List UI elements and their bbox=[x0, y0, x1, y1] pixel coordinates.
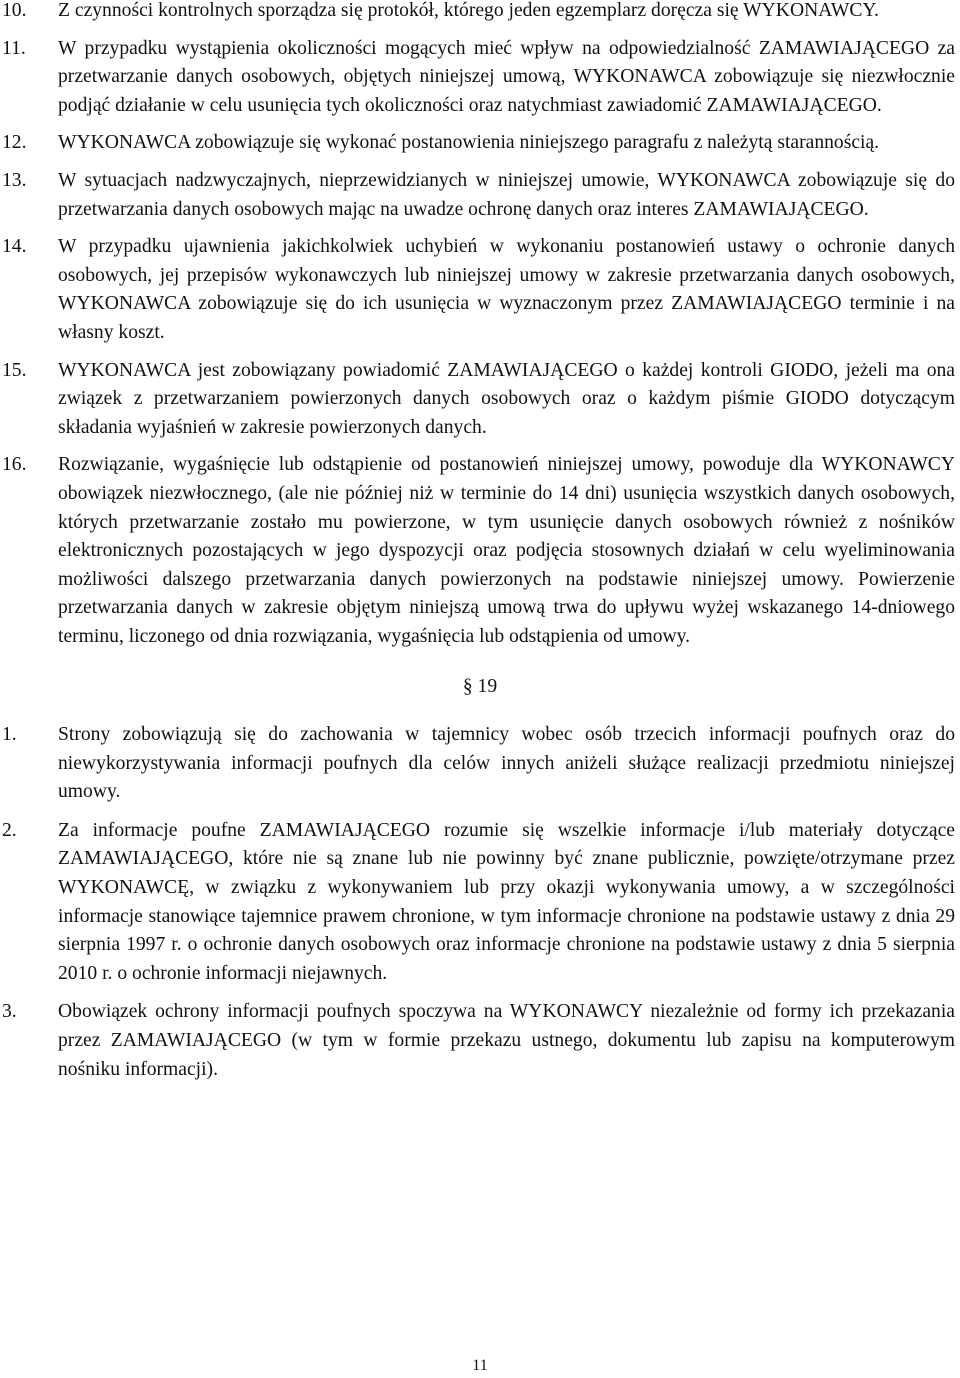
clause-text: W przypadku wystąpienia okoliczności mogących mieć wpływ na odpowiedzialność ZAMAWIAJĄCEGO za przetwarzanie danych osobowych, objętych niniejszej umową, WYKONAWCA zobowiązuje się niezwłocznie podjąć działanie w celu usunięcia tych okoliczności oraz natychmiast zawiadomić ZAMAWIAJĄCEGO. bbox=[58, 37, 955, 116]
clause-text: Z czynności kontrolnych sporządza się protokół, którego jeden egzemplarz doręcza się WYKONAWCY. bbox=[58, 0, 879, 21]
clause-text: W przypadku ujawnienia jakichkolwiek uchybień w wykonaniu postanowień ustawy o ochronie danych osobowych, jej przepisów wykonawczych lub niniejszej umowy w zakresie przetwarzania danych osobowych, WYKONAWCA zobowiązuje się do ich usunięcia w wyznaczonym przez ZAMAWIAJĄCEGO terminie i na własny koszt. bbox=[58, 236, 955, 343]
section-heading: § 19 bbox=[462, 676, 498, 698]
clause-number: 10. bbox=[2, 0, 27, 21]
clause-number: 11. bbox=[2, 37, 26, 59]
clause-text: Strony zobowiązują się do zachowania w tajemnicy wobec osób trzecich informacji poufnych oraz do niewykorzystywania informacji poufnych dla celów innych aniżeli służące realizacji przedmiotu niniejszej umowy. bbox=[58, 724, 955, 803]
clause-3 bbox=[0, 998, 955, 1084]
clause-number: 3. bbox=[2, 1001, 17, 1023]
clause-number: 16. bbox=[2, 454, 27, 476]
clause-text: Za informacje poufne ZAMAWIAJĄCEGO rozumie się wszelkie informacje i/lub materiały dotyczące ZAMAWIAJĄCEGO, które nie są znane lub nie powinny być znane publicznie, powzięte/otrzymane przez WYKONAWCĘ, w związku z wykonywaniem lub przy okazji wykonywania umowy, a w szczególności informacje stanowiące tajemnice prawem chronione, w tym informacje chronione na podstawie ustawy z dnia 29 sierpnia 1997 r. o ochronie danych osobowych oraz informacje chronione na podstawie ustawy z dnia 5 sierpnia 2010 r. o ochronie informacji niejawnych. bbox=[58, 819, 955, 984]
clause-text: WYKONAWCA jest zobowiązany powiadomić ZAMAWIAJĄCEGO o każdej kontroli GIODO, jeżeli ma ona związek z przetwarzaniem powierzonych danych osobowych oraz o każdym piśmie GIODO dotyczącym składania wyjaśnień w zakresie powierzonych danych. bbox=[58, 359, 955, 438]
clause-list-paragraph-19 bbox=[0, 721, 960, 1084]
clause-list-paragraph-18 bbox=[0, 0, 960, 651]
clause-text: Rozwiązanie, wygaśnięcie lub odstąpienie od postanowień niniejszej umowy, powoduje dla WYKONAWCY obowiązek niezwłocznego, (ale nie później niż w terminie do 14 dni) usunięcia wszystkich danych osobowych, których przetwarzanie zostało mu powierzone, w tym usunięcie danych osobowych również z nośników elektronicznych pozostających w jego dyspozycji oraz podjęcia stosownych działań w celu wyeliminowania możliwości dalszego przetwarzania danych powierzonych na podstawie niniejszej umowy. Powierzenie przetwarzania danych w zakresie objętym niniejszą umową trwa do upływu wyżej wskazanego 14-dniowego terminu, liczonego od dnia rozwiązania, wygaśnięcia lub odstąpienia od umowy. bbox=[58, 454, 955, 647]
clause-16 bbox=[0, 451, 955, 651]
clause-10 bbox=[0, 0, 955, 26]
clause-1 bbox=[0, 721, 955, 807]
clause-2 bbox=[0, 817, 955, 989]
clause-15 bbox=[0, 357, 955, 443]
clause-number: 12. bbox=[2, 132, 27, 154]
clause-13 bbox=[0, 167, 955, 224]
clause-text: Obowiązek ochrony informacji poufnych spoczywa na WYKONAWCY niezależnie od formy ich przekazania przez ZAMAWIAJĄCEGO (w tym w formie przekazu ustnego, dokumentu lub zapisu na komputerowym nośniku informacji). bbox=[58, 1001, 955, 1080]
clause-number: 14. bbox=[2, 236, 27, 258]
page-number: 11 bbox=[472, 1357, 488, 1374]
clause-number: 15. bbox=[2, 359, 27, 381]
clause-text: W sytuacjach nadzwyczajnych, nieprzewidzianych w niniejszej umowie, WYKONAWCA zobowiązuje się do przetwarzania danych osobowych mając na uwadze ochronę danych oraz interes ZAMAWIAJĄCEGO. bbox=[58, 169, 955, 220]
clause-number: 13. bbox=[2, 169, 27, 191]
clause-11 bbox=[0, 35, 955, 121]
clause-number: 2. bbox=[2, 819, 17, 841]
clause-12 bbox=[0, 129, 955, 158]
clause-14 bbox=[0, 233, 955, 347]
clause-number: 1. bbox=[2, 724, 17, 746]
clause-text: WYKONAWCA zobowiązuje się wykonać postanowienia niniejszego paragrafu z należytą starannością. bbox=[58, 132, 880, 154]
